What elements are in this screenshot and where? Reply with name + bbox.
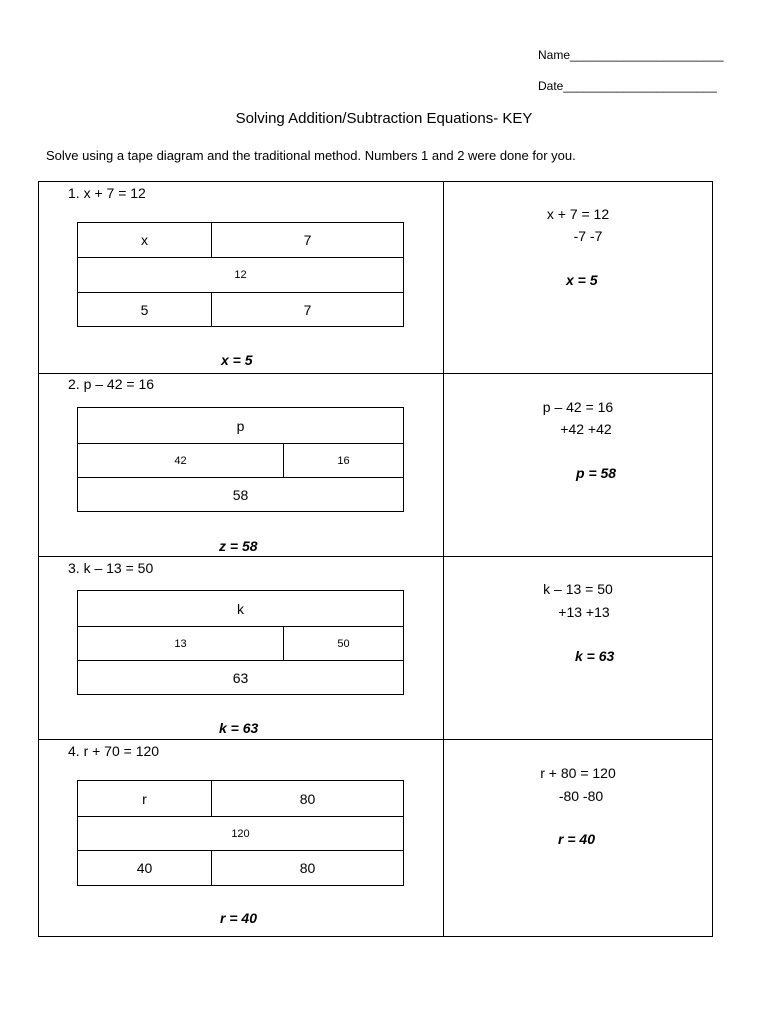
work-line-2b: +42 +42: [560, 421, 612, 437]
tape-answer-4: r = 40: [220, 910, 257, 926]
tape-diagram-2: [77, 407, 404, 512]
tape-1-top-right: 7: [303, 232, 312, 248]
tape-2-middle-left: 42: [174, 454, 187, 467]
page-title: Solving Addition/Subtraction Equations- KEY: [235, 110, 533, 127]
tape-4-top-right: 80: [299, 790, 316, 807]
tape-1-bottom-left: 5: [140, 301, 149, 318]
tape-4-middle: 120: [231, 827, 250, 840]
work-answer-3: k = 63: [575, 648, 615, 664]
work-answer-4: r = 40: [558, 831, 595, 847]
work-answer-1: x = 5: [566, 272, 598, 288]
work-answer-2: p = 58: [576, 465, 617, 481]
problem-3-label: 3. k – 13 = 50: [68, 560, 154, 576]
work-line-4a: r + 80 = 120: [540, 765, 616, 781]
work-line-2a: p – 42 = 16: [542, 399, 614, 415]
date-field: Date_______________________: [538, 79, 717, 93]
problem-2-label: 2. p – 42 = 16: [68, 376, 155, 392]
tape-4-top-left: r: [142, 790, 147, 807]
tape-3-middle-left: 13: [174, 637, 187, 650]
tape-1-bottom-right: 7: [303, 301, 312, 318]
tape-answer-3: k = 63: [219, 720, 259, 736]
tape-4-bottom-right: 80: [299, 860, 316, 876]
tape-2-top: p: [236, 417, 245, 434]
tape-1-middle: 12: [234, 269, 247, 281]
tape-diagram-4: [77, 780, 404, 886]
work-line-3b: +13 +13: [558, 604, 610, 620]
tape-answer-1: x = 5: [221, 352, 253, 368]
row-divider: [38, 373, 713, 374]
problem-1-label: 1. x + 7 = 12: [68, 185, 146, 201]
tape-diagram-3: [77, 590, 404, 695]
tape-3-top: k: [237, 600, 244, 617]
tape-3-middle-right: 50: [337, 637, 350, 650]
tape-2-bottom: 58: [232, 486, 249, 503]
work-line-4b: -80 -80: [558, 788, 604, 804]
row-divider: [38, 739, 713, 740]
work-line-1a: x + 7 = 12: [546, 206, 610, 222]
name-field: Name_______________________: [538, 48, 724, 62]
tape-3-bottom: 63: [232, 669, 249, 686]
tape-4-bottom-left: 40: [136, 860, 153, 876]
column-divider: [443, 181, 444, 937]
tape-2-middle-right: 16: [337, 454, 350, 467]
tape-answer-2: z = 58: [219, 538, 258, 554]
work-line-1b: -7 -7: [573, 228, 603, 244]
problem-4-label: 4. r + 70 = 120: [68, 743, 160, 759]
instructions: Solve using a tape diagram and the traditional method. Numbers 1 and 2 were done for you.: [46, 148, 576, 163]
row-divider: [38, 556, 713, 557]
tape-1-top-left: x: [141, 232, 148, 248]
tape-diagram-1: [77, 222, 404, 327]
work-line-3a: k – 13 = 50: [543, 581, 613, 597]
